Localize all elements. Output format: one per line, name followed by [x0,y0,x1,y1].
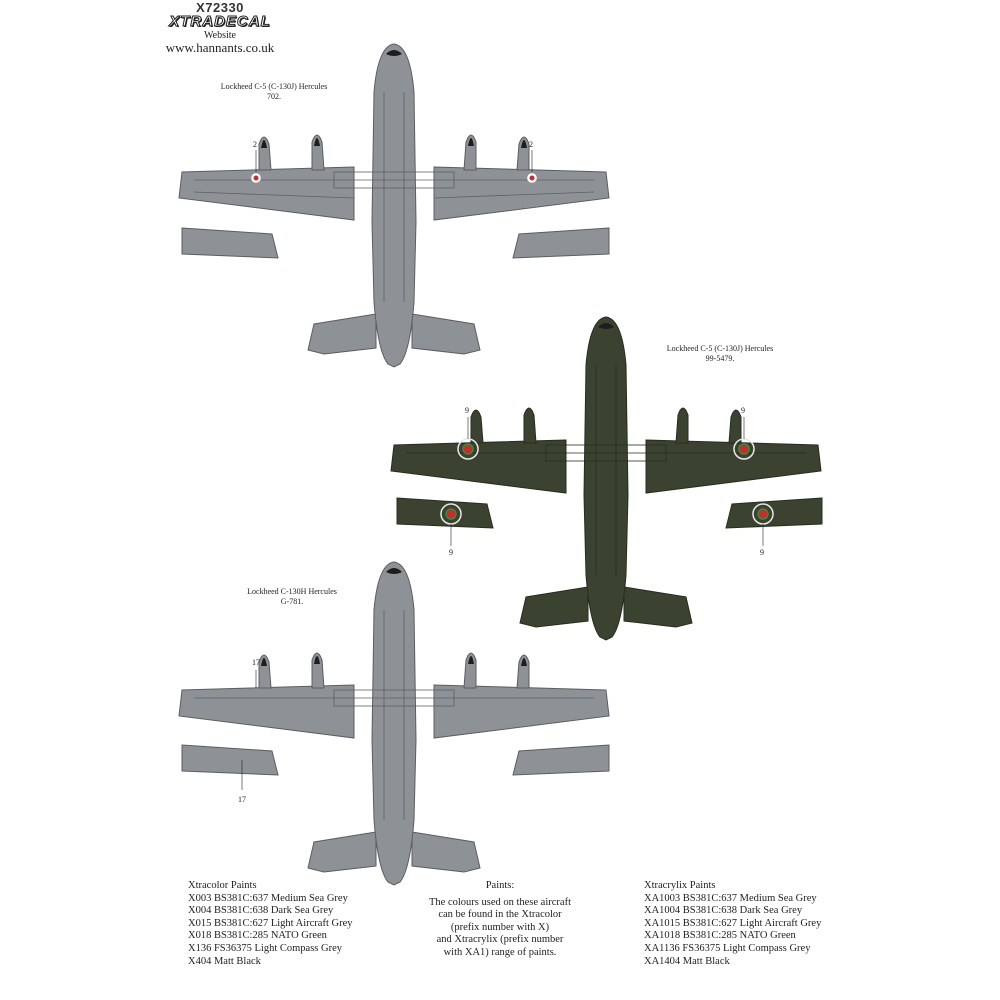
xtracolor-item: X003 BS381C:637 Medium Sea Grey [188,892,348,904]
aircraft-3-name: Lockheed C-130H Hercules [247,587,337,596]
aircraft-3-outer-panel-right [513,745,609,775]
xtracolor-item: X018 BS381C:285 NATO Green [188,930,327,942]
callout-9-wing-right: 9 [741,406,745,415]
xtracolor-item: X404 Matt Black [188,955,261,967]
aircraft-3-caption [232,587,352,607]
callout-9-panel-right: 9 [760,548,764,557]
brand-logo: XTRADECAL [169,13,271,30]
aircraft-2-outer-panel-left [397,498,493,528]
xtracrylix-item: XA1018 BS381C:285 NATO Green [644,930,796,942]
aircraft-1-serial: 702. [267,92,281,101]
website-label: Website [204,30,236,41]
callout-17-panel: 17 [238,795,246,804]
aircraft-2-name: Lockheed C-5 (C-130J) Hercules [666,344,774,353]
aircraft-1-caption [214,82,334,102]
aircraft-2-outer-panel-right [726,498,822,528]
paints-note-line: (prefix number with X) [450,921,550,933]
xtracrylix-item: XA1136 FS36375 Light Compass Grey [644,942,811,954]
paints-note-title: Paints: [485,880,515,891]
aircraft-2-drawing [391,317,821,640]
aircraft-1-outer-panel-right [513,228,609,258]
header [150,0,290,54]
xtracolor-item: X015 BS381C:627 Light Aircraft Grey [188,917,353,929]
callout-2-right: 2 [529,140,533,149]
xtracolor-item: X004 BS381C:638 Dark Sea Grey [188,905,334,917]
aircraft-3-serial: G-781. [280,597,304,606]
aircraft-1-outer-panel-left [182,228,278,258]
xtracolor-item: X136 FS36375 Light Compass Grey [188,942,343,954]
aircraft-2-serial: 99-5479. [705,354,735,363]
paints-note-line: with XA1) range of paints. [443,946,557,958]
paints-note-line: The colours used on these aircraft [429,896,571,908]
callout-9-panel-left: 9 [449,548,453,557]
xtracrylix-item: XA1003 BS381C:637 Medium Sea Grey [644,892,817,904]
xtracolor-title: Xtracolor Paints [188,880,257,891]
paints-note [410,880,590,960]
aircraft-2-caption [660,344,780,364]
aircraft-1-name: Lockheed C-5 (C-130J) Hercules [220,82,328,91]
website-url[interactable]: www.hannants.co.uk [165,40,275,55]
xtracrylix-item: XA1015 BS381C:627 Light Aircraft Grey [644,917,822,929]
product-code: X72330 [196,0,244,15]
xtracrylix-item: XA1004 BS381C:638 Dark Sea Grey [644,905,803,917]
xtracrylix-item: XA1404 Matt Black [644,955,730,967]
xtracrylix-title: Xtracrylix Paints [644,880,716,891]
xtracrylix-paints-list [644,880,884,968]
callout-17-wing: 17 [252,658,260,667]
aircraft-3-outer-panel-left [182,745,278,775]
callout-9-wing-left: 9 [465,406,469,415]
xtracolor-paints-list [188,880,408,968]
paints-note-line: can be found in the Xtracolor [438,909,562,921]
paints-note-line: and Xtracrylix (prefix number [436,934,564,946]
callout-2-left: 2 [253,140,257,149]
